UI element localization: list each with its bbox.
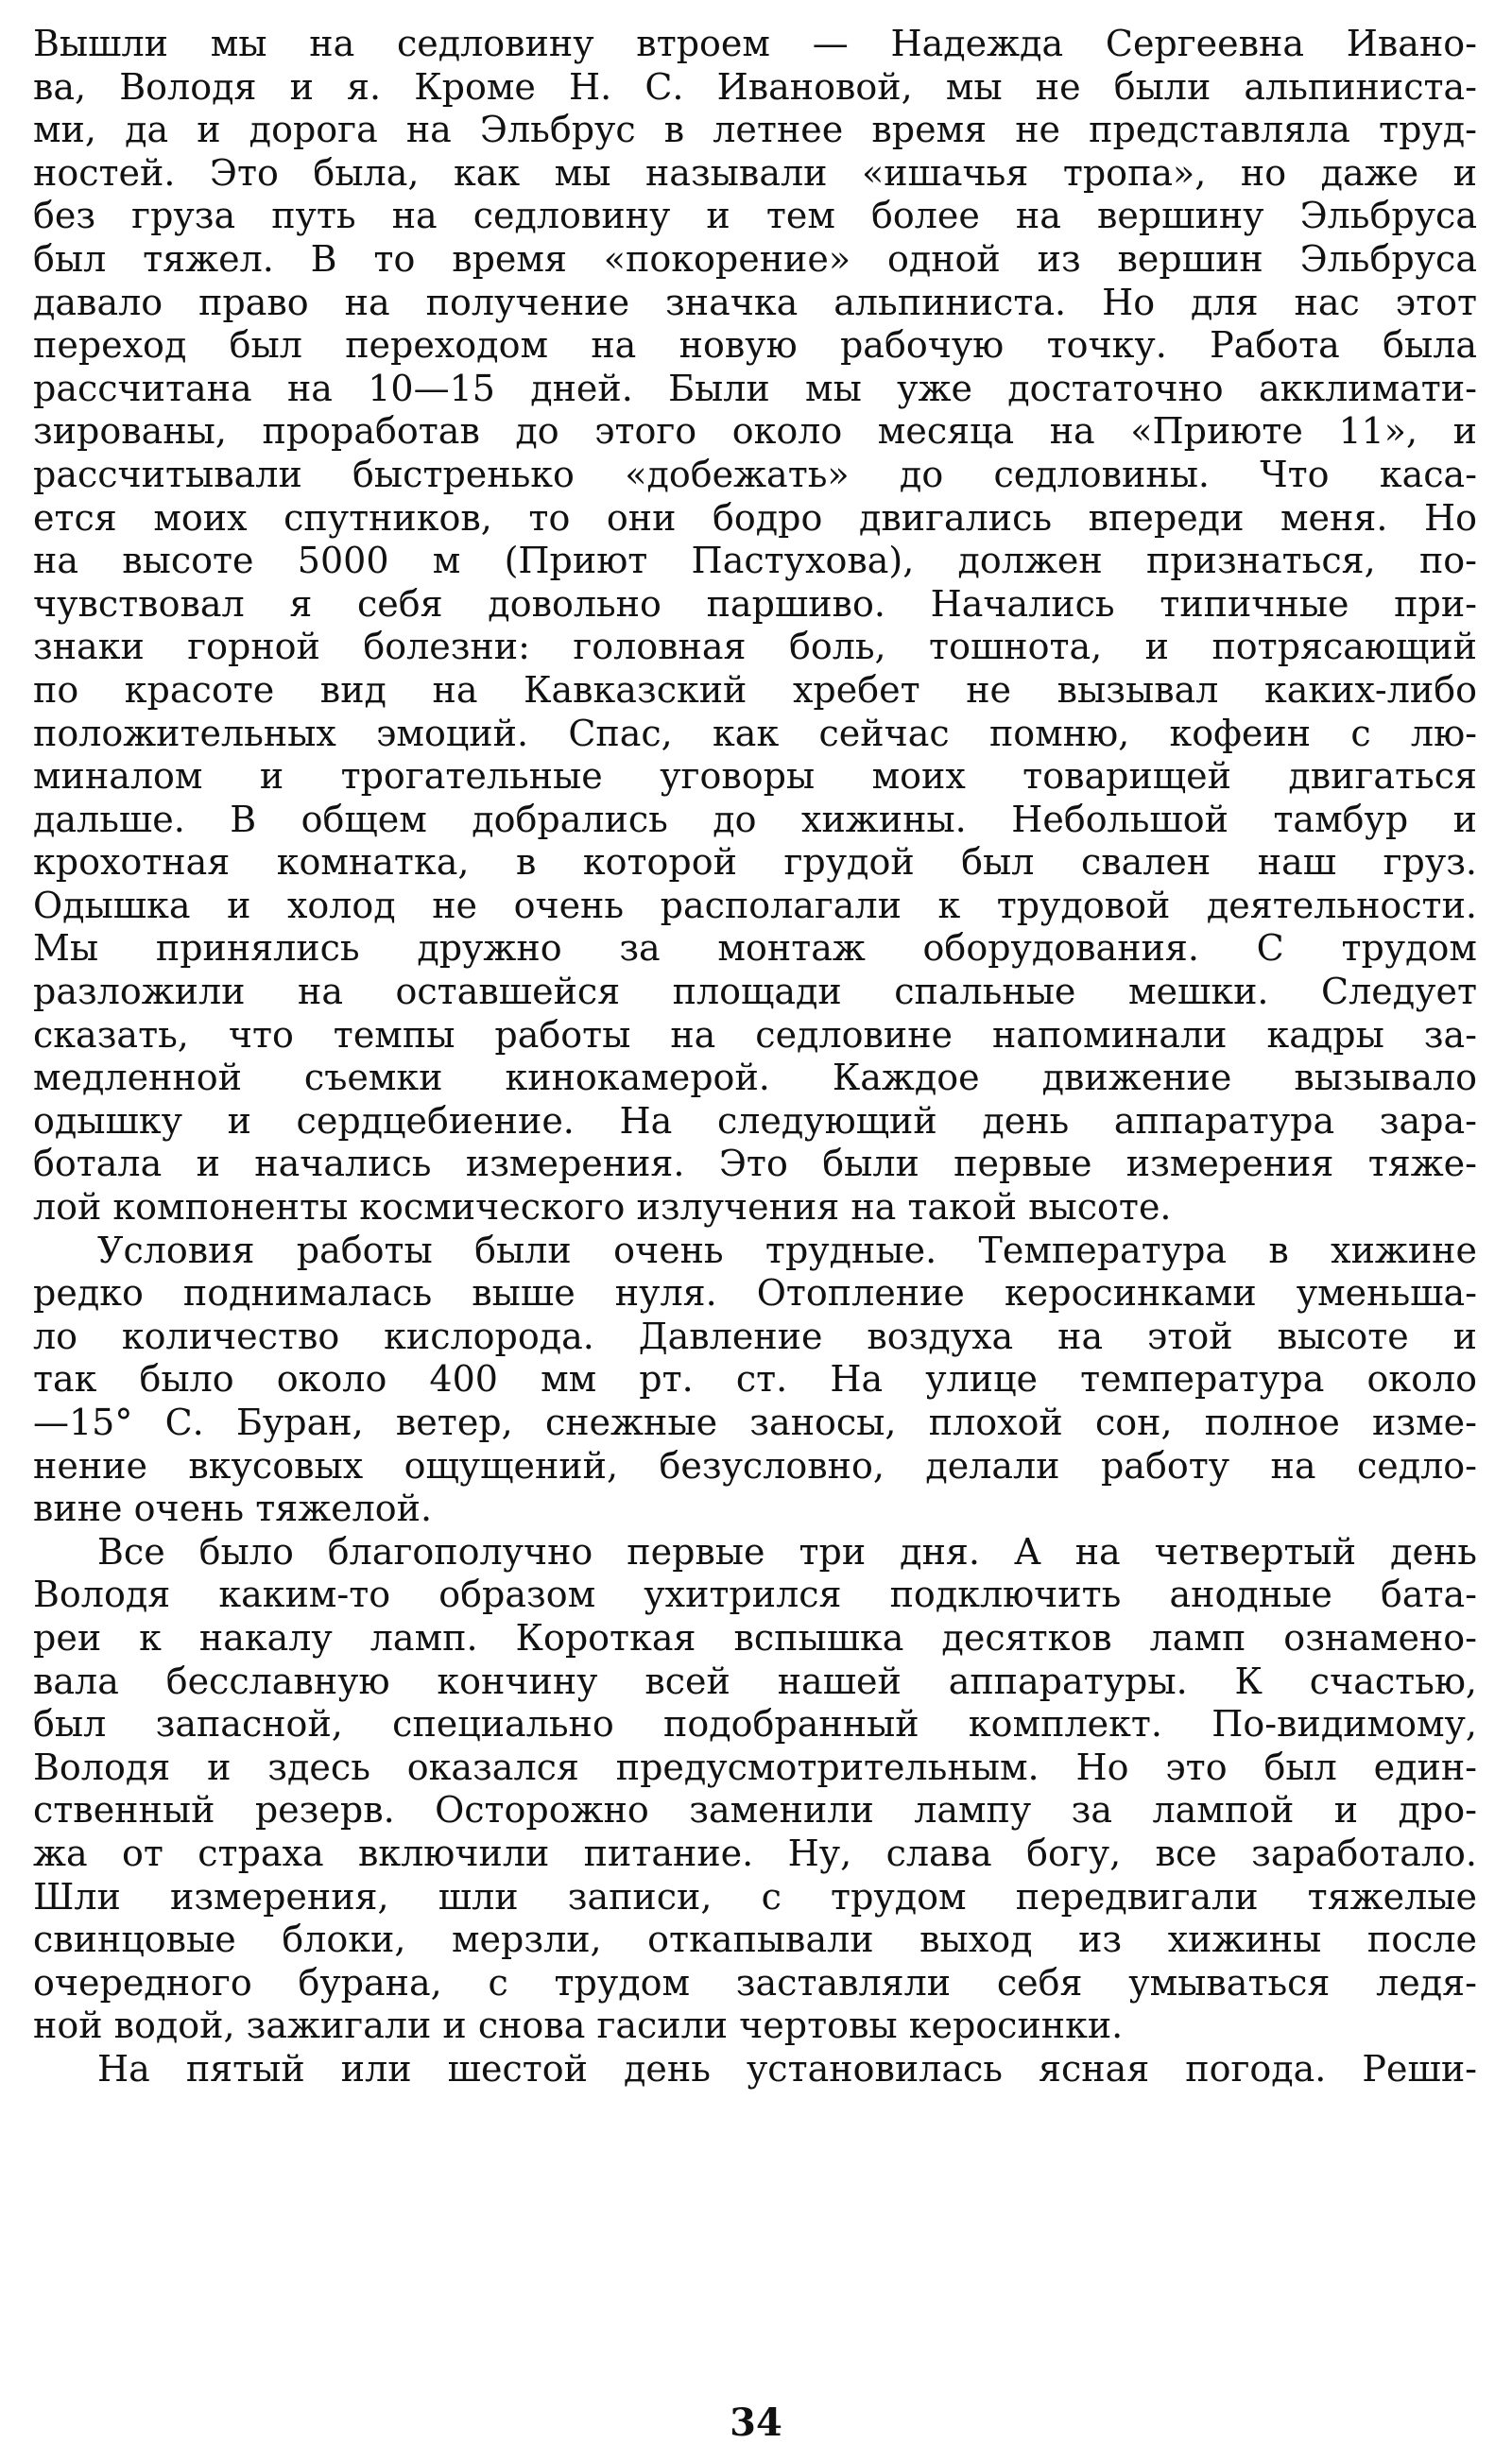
text-line: знаки горной болезни: головная боль, тошнота, и потрясающий — [33, 626, 1477, 668]
text-line: переход был переходом на новую рабочую точку. Работа была — [33, 324, 1477, 367]
text-line: очередного бурана, с трудом заставляли себя умываться ледя- — [33, 1961, 1477, 2004]
text-line: рассчитана на 10—15 дней. Были мы уже достаточно акклимати- — [33, 367, 1477, 409]
text-line: —15° С. Буран, ветер, снежные заносы, плохой сон, полное изме- — [33, 1402, 1477, 1443]
text-line: был запасной, специально подобранный комплект. По-видимому, — [33, 1703, 1477, 1746]
text-line: медленной съемки кинокамерой. Каждое движение вызывало — [33, 1057, 1477, 1099]
text-line: по красоте вид на Кавказский хребет не вызывал каких-либо — [33, 668, 1477, 711]
text-line: ло количество кислорода. Давление воздуха на этой высоте и — [33, 1315, 1477, 1357]
text-line: чувствовал я себя довольно паршиво. Начались типичные при- — [33, 582, 1477, 625]
text-line: сказать, что темпы работы на седловине напоминали кадры за- — [33, 1013, 1477, 1056]
text-line: рассчитывали быстренько «добежать» до седловины. Что каса- — [33, 453, 1477, 495]
text-line: был тяжел. В то время «покорение» одной из вершин Эльбруса — [33, 237, 1477, 280]
text-line: зированы, проработав до этого около месяца на «Приюте 11», и — [33, 410, 1477, 453]
text-line: ственный резерв. Осторожно заменили лампу за лампой и дро- — [33, 1789, 1477, 1832]
text-line: лой компоненты космического излучения на такой высоте. — [33, 1186, 1172, 1229]
text-line: без груза путь на седловину и тем более на вершину Эльбруса — [33, 195, 1477, 237]
text-line: одышку и сердцебиение. На следующий день аппаратура зара- — [33, 1099, 1477, 1142]
body-text — [33, 23, 1477, 2091]
text-line: Условия работы были очень трудные. Температура в хижине — [97, 1229, 1477, 1271]
text-line: Вышли мы на седловину втроем — Надежда Сергеевна Ивано- — [33, 23, 1477, 64]
text-line: На пятый или шестой день установилась ясная погода. Реши- — [97, 2047, 1477, 2090]
text-line: крохотная комнатка, в которой грудой был свален наш груз. — [33, 841, 1477, 884]
text-line: Все было благополучно первые три дня. А на четвертый день — [97, 1530, 1477, 1573]
text-line: ботала и начались измерения. Это были первые измерения тяже- — [33, 1143, 1477, 1185]
text-line: так было около 400 мм рт. ст. На улице температура около — [33, 1358, 1477, 1401]
text-line: Шли измерения, шли записи, с трудом передвигали тяжелые — [33, 1875, 1477, 1918]
text-line: миналом и трогательные уговоры моих товарищей двигаться — [33, 755, 1477, 798]
text-line: давало право на получение значка альпиниста. Но для нас этот — [33, 281, 1477, 323]
text-line: ми, да и дорога на Эльбрус в летнее время не представляла труд- — [33, 109, 1477, 151]
text-line: нение вкусовых ощущений, безусловно, делали работу на седло- — [33, 1444, 1477, 1487]
text-line: реи к накалу ламп. Короткая вспышка десятков ламп ознамено- — [33, 1616, 1477, 1659]
text-line: Володя и здесь оказался предусмотрительным. Но это был един- — [33, 1746, 1477, 1788]
text-line: разложили на оставшейся площади спальные мешки. Следует — [33, 971, 1477, 1013]
text-line: на высоте 5000 м (Приют Пастухова), должен признаться, по- — [33, 540, 1477, 582]
text-line: жа от страха включили питание. Ну, слава богу, все заработало. — [33, 1832, 1477, 1874]
text-line: Одышка и холод не очень располагали к трудовой деятельности. — [33, 884, 1477, 926]
text-line: Мы принялись дружно за монтаж оборудования. С трудом — [33, 927, 1477, 970]
text-line: положительных эмоций. Спас, как сейчас помню, кофеин с лю- — [33, 712, 1477, 754]
text-line: вала бесславную кончину всей нашей аппаратуры. К счастью, — [33, 1660, 1477, 1702]
text-line: Володя каким-то образом ухитрился подключить анодные бата- — [33, 1574, 1477, 1616]
text-line: ной водой, зажигали и снова гасили чертовы керосинки. — [33, 2005, 1124, 2047]
page-number: 34 — [730, 2401, 782, 2445]
text-line: ется моих спутников, то они бодро двигались впереди меня. Но — [33, 496, 1477, 539]
text-line: редко поднималась выше нуля. Отопление керосинками уменьша- — [33, 1272, 1477, 1315]
text-line: свинцовые блоки, мерзли, откапывали выход из хижины после — [33, 1919, 1477, 1961]
text-line: дальше. В общем добрались до хижины. Небольшой тамбур и — [33, 798, 1477, 840]
text-line: вине очень тяжелой. — [33, 1488, 433, 1530]
text-line: ностей. Это была, как мы называли «ишачья тропа», но даже и — [33, 151, 1477, 194]
text-line: ва, Володя и я. Кроме Н. С. Ивановой, мы не были альпиниста- — [33, 65, 1477, 108]
